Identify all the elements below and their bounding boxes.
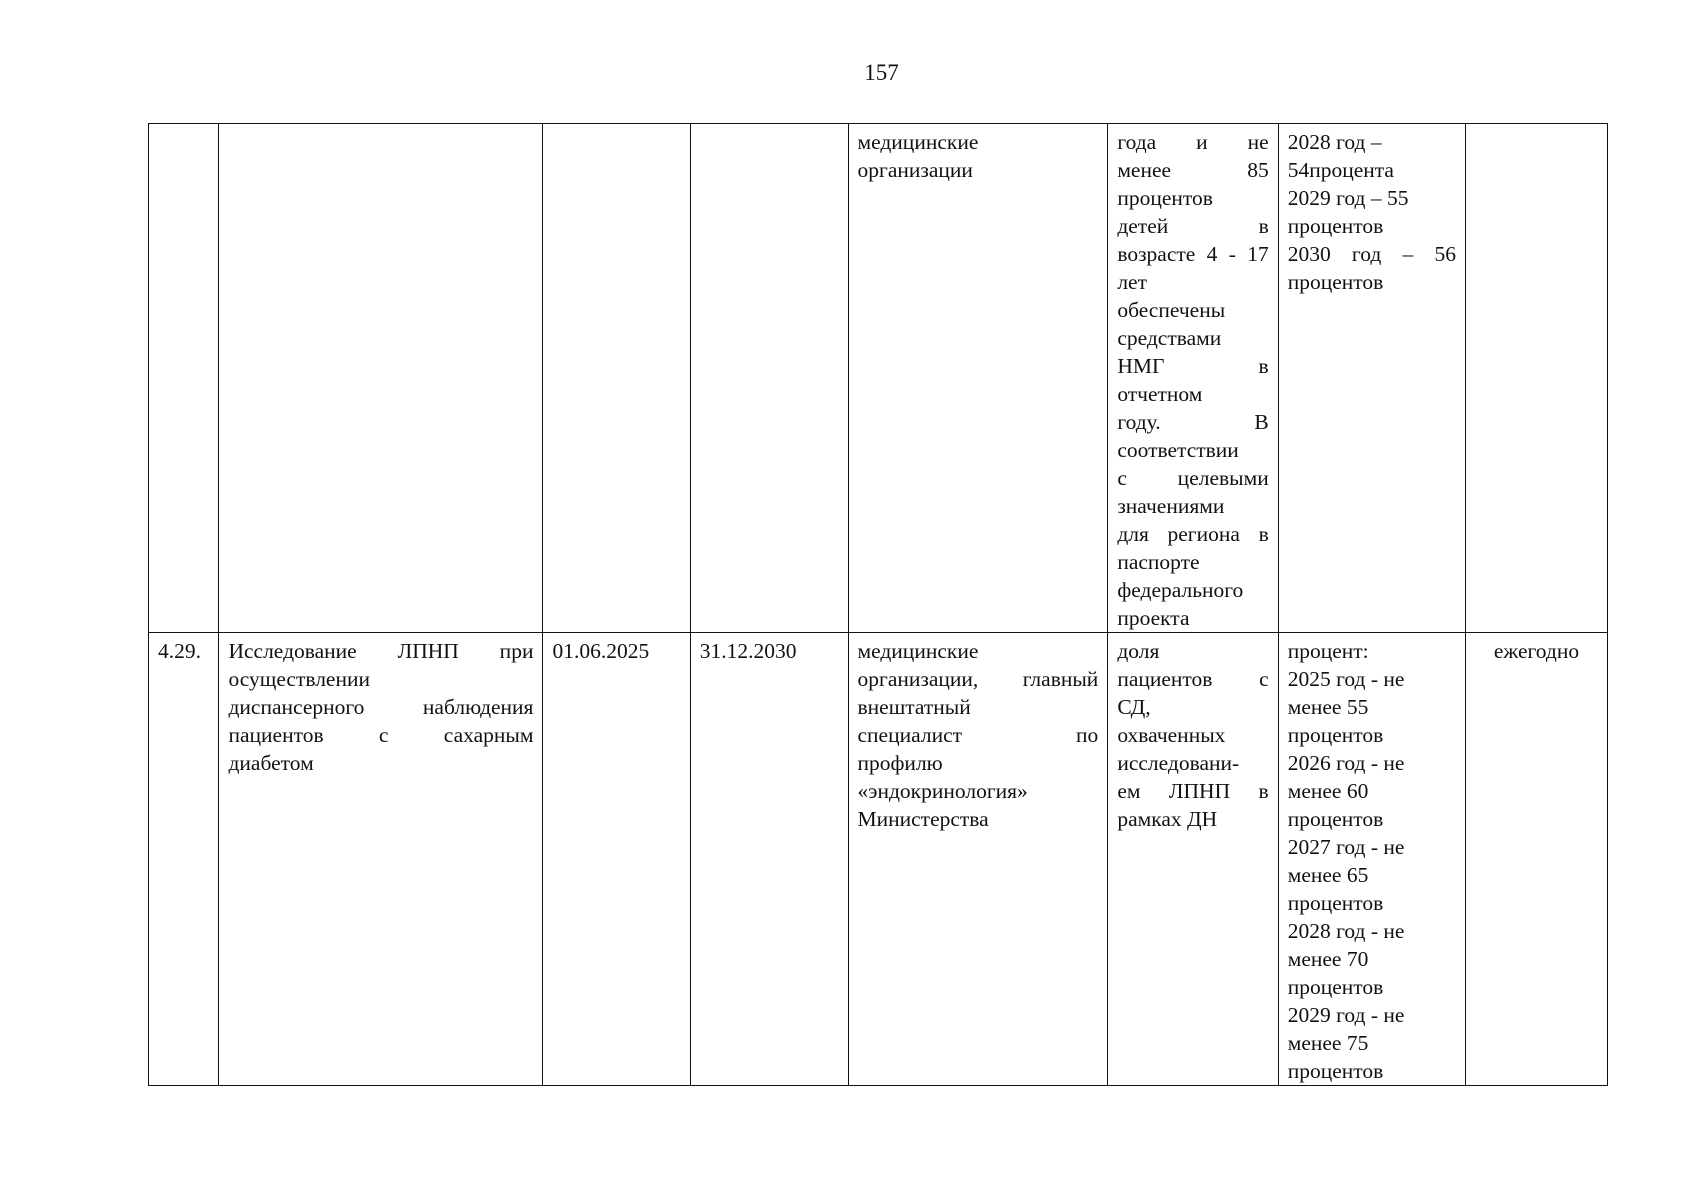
text-line: 54процента <box>1287 158 1394 182</box>
text-line: медицинские <box>857 639 979 663</box>
text-line: менее 55 <box>1287 695 1369 719</box>
cell-start-date: 01.06.2025 <box>543 633 690 1086</box>
cell-period: ежегодно <box>1465 633 1607 1086</box>
text-line: процентов <box>1287 723 1384 747</box>
text-line: процентов <box>1287 214 1384 238</box>
cell-number: 4.29. <box>149 633 219 1086</box>
cell-end-date: 31.12.2030 <box>690 633 848 1086</box>
cell-period <box>1465 124 1607 633</box>
text-line: проекта <box>1117 606 1190 630</box>
text-line: для региона в <box>1117 522 1269 546</box>
text-line: «эндокринология» <box>857 779 1028 803</box>
text-line: 2027 год - не <box>1287 835 1405 859</box>
cell-name <box>219 633 543 1086</box>
text-line: диспансерного наблюдения <box>228 695 534 719</box>
text-line: менее 85 <box>1117 158 1269 182</box>
text-line: 2029 год - не <box>1287 1003 1405 1027</box>
text-line: специалист по <box>857 723 1099 747</box>
text-line: процентов <box>1287 270 1384 294</box>
text-line: отчетном <box>1117 382 1203 406</box>
text-line: процентов <box>1117 186 1213 210</box>
text-line: лет <box>1117 270 1147 294</box>
text-line: 2028 год - не <box>1287 919 1405 943</box>
text-line: менее 60 <box>1287 779 1369 803</box>
cell-number <box>149 124 219 633</box>
text-line: менее 70 <box>1287 947 1369 971</box>
table-row <box>149 633 1608 1086</box>
text-line: обеспечены <box>1117 298 1226 322</box>
text-line: 2028 год – <box>1287 130 1382 154</box>
text-line: процент: <box>1287 639 1369 663</box>
text-line: году. В <box>1117 410 1269 434</box>
text-line: года и не <box>1117 130 1269 154</box>
text-line: процентов <box>1287 1059 1384 1083</box>
text-line: осуществлении <box>228 667 370 691</box>
text-line: пациентов с сахарным <box>228 723 534 747</box>
text-line: Исследование ЛПНП при <box>228 639 534 663</box>
text-line: паспорте <box>1117 550 1200 574</box>
text-line: доля <box>1117 639 1160 663</box>
text-line: пациентов с <box>1117 667 1269 691</box>
text-line: 2026 год - не <box>1287 751 1405 775</box>
text-line: охваченных <box>1117 723 1226 747</box>
text-line: возрасте 4 - 17 <box>1117 242 1269 266</box>
text-line: соответствии <box>1117 438 1239 462</box>
cell-target-values <box>1278 124 1465 633</box>
text-line: организации, главный <box>857 667 1099 691</box>
text-line: исследовани- <box>1117 751 1240 775</box>
cell-end-date <box>690 124 848 633</box>
text-line: 2025 год - не <box>1287 667 1405 691</box>
text-line: организации <box>857 158 973 182</box>
text-line: процентов <box>1287 975 1384 999</box>
cell-start-date <box>543 124 690 633</box>
text-line: НМГ в <box>1117 354 1269 378</box>
text-line: внештатный <box>857 695 971 719</box>
cell-indicator <box>1108 633 1278 1086</box>
cell-target-values <box>1278 633 1465 1086</box>
text-line: детей в <box>1117 214 1269 238</box>
cell-executor <box>848 633 1108 1086</box>
text-line: ем ЛПНП в <box>1117 779 1269 803</box>
text-line: менее 65 <box>1287 863 1369 887</box>
text-line: диабетом <box>228 751 314 775</box>
table-row <box>149 124 1608 633</box>
text-line: процентов <box>1287 891 1384 915</box>
text-line: федерального <box>1117 578 1244 602</box>
cell-name <box>219 124 543 633</box>
text-line: значениями <box>1117 494 1225 518</box>
text-line: процентов <box>1287 807 1384 831</box>
text-line: профилю <box>857 751 943 775</box>
text-line: СД, <box>1117 695 1151 719</box>
page-number: 157 <box>864 60 899 85</box>
cell-executor <box>848 124 1108 633</box>
text-line: 2029 год – 55 <box>1287 186 1409 210</box>
text-line: медицинские <box>857 130 979 154</box>
text-line: с целевыми <box>1117 466 1269 490</box>
text-line: средствами <box>1117 326 1222 350</box>
cell-indicator <box>1108 124 1278 633</box>
text-line: Министерства <box>857 807 989 831</box>
text-line: 2030 год – 56 <box>1287 242 1456 266</box>
text-line: рамках ДН <box>1117 807 1218 831</box>
text-line: менее 75 <box>1287 1031 1369 1055</box>
measures-table <box>148 123 1608 1086</box>
